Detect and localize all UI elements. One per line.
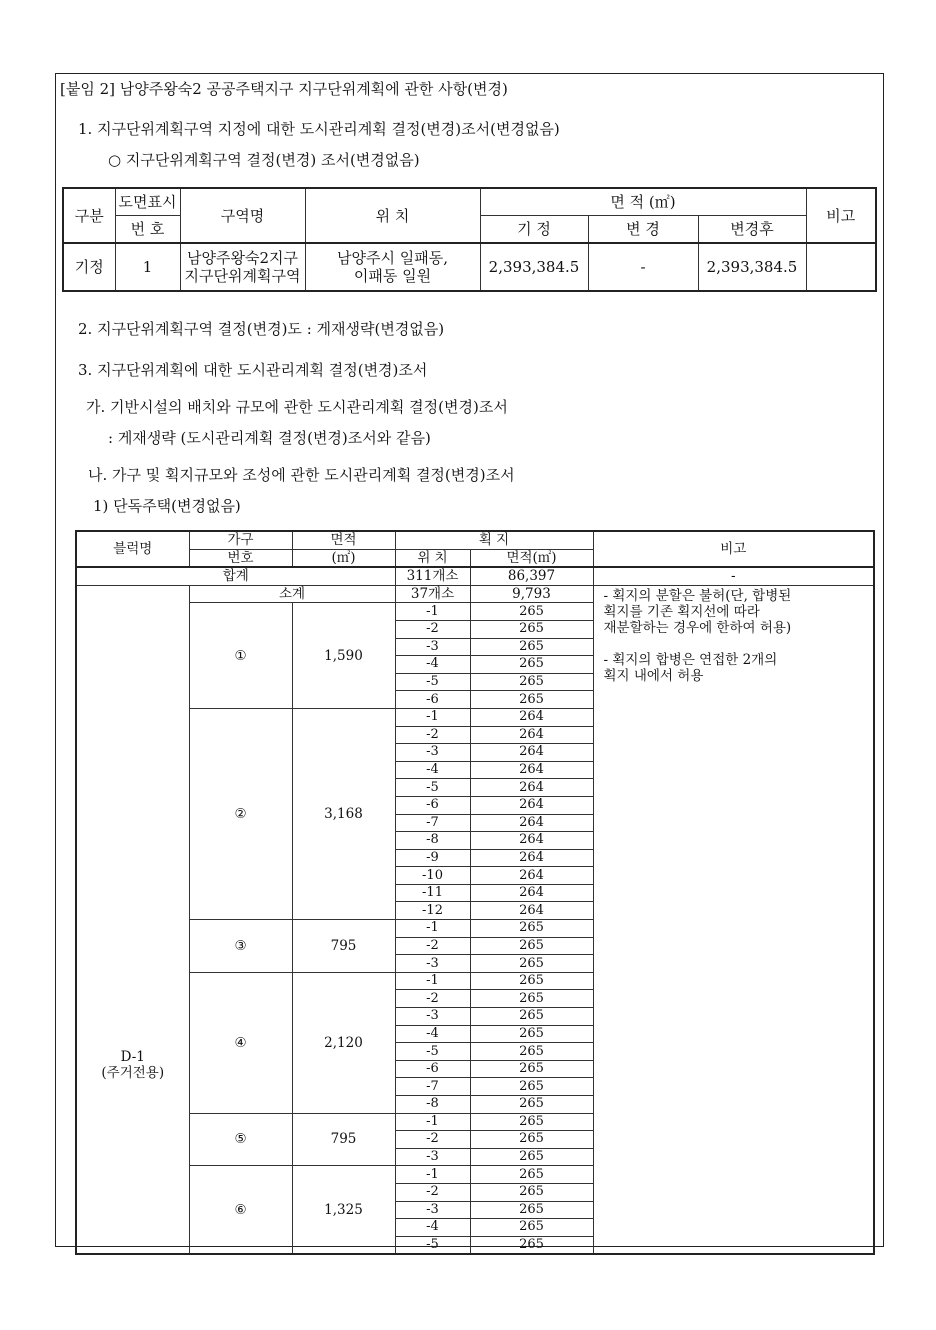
section-1-subtitle: ○ 지구단위계획구역 결정(변경) 조서(변경없음)	[108, 151, 420, 169]
lot-location: -2	[395, 1131, 470, 1149]
th-after: 변경후	[698, 215, 806, 243]
lot-location: -3	[395, 1201, 470, 1219]
block-use: (주거전용)	[101, 1064, 165, 1081]
remarks-cell: - 획지의 분할은 불허(단, 합병된 획지를 기존 획지선에 따라 재분할하는 경우에 한하여 허용) - 획지의 합병은 연접한 2개의 획지 내에서 허용	[593, 585, 874, 1254]
subtotal-row	[76, 585, 874, 603]
lot-area: 264	[470, 761, 593, 779]
lot-area: 265	[470, 1236, 593, 1254]
lot-location: -8	[395, 832, 470, 850]
section-1-title: 1. 지구단위계획구역 지정에 대한 도시관리계획 결정(변경)조서(변경없음)	[78, 120, 560, 138]
lot-area: 265	[470, 1008, 593, 1026]
gagu-area: 1,590	[292, 603, 395, 709]
district-zone-table	[62, 187, 877, 292]
cell-note	[806, 243, 876, 291]
lot-area: 264	[470, 832, 593, 850]
lot-area: 265	[470, 673, 593, 691]
lot-area: 264	[470, 779, 593, 797]
th-area-2: (㎡)	[292, 549, 395, 567]
section-3b-1-title: 1) 단독주택(변경없음)	[93, 497, 241, 515]
lot-location: -1	[395, 1113, 470, 1131]
lot-area: 264	[470, 708, 593, 726]
th-gubun: 구분	[63, 188, 115, 243]
section-3b-title: 나. 가구 및 획지규모와 조성에 관한 도시관리계획 결정(변경)조서	[88, 466, 515, 484]
cell-existing: 2,393,384.5	[480, 243, 588, 291]
lot-location: -1	[395, 920, 470, 938]
location-line-2: 이패동 일원	[353, 267, 432, 285]
lot-area: 265	[470, 920, 593, 938]
lot-area: 265	[470, 1025, 593, 1043]
gagu-number: ①	[189, 603, 292, 709]
lot-location: -4	[395, 761, 470, 779]
th-block: 블럭명	[76, 531, 189, 567]
lot-area: 265	[470, 1148, 593, 1166]
lot-area: 265	[470, 691, 593, 709]
cell-zone-name	[180, 243, 305, 291]
lot-location: -6	[395, 1060, 470, 1078]
lot-area: 264	[470, 867, 593, 885]
th-lot-location: 위 치	[395, 549, 470, 567]
th-existing: 기 정	[480, 215, 588, 243]
lot-area: 264	[470, 814, 593, 832]
gagu-number: ③	[189, 920, 292, 973]
lot-location: -2	[395, 726, 470, 744]
lot-location: -5	[395, 673, 470, 691]
subtotal-area: 9,793	[470, 585, 593, 603]
lot-location: -9	[395, 849, 470, 867]
block-name: D-1	[120, 1048, 145, 1065]
th-lot: 획 지	[395, 531, 593, 549]
lot-location: -3	[395, 1008, 470, 1026]
th-note: 비고	[806, 188, 876, 243]
lot-area: 265	[470, 656, 593, 674]
lot-location: -6	[395, 796, 470, 814]
section-3a-note: : 게재생략 (도시관리계획 결정(변경)조서와 같음)	[108, 429, 431, 447]
lot-location: -2	[395, 1183, 470, 1201]
lot-size-table	[75, 530, 875, 1255]
lot-area: 264	[470, 849, 593, 867]
lot-area: 265	[470, 1078, 593, 1096]
gagu-number: ⑥	[189, 1166, 292, 1254]
lot-location: -2	[395, 937, 470, 955]
lot-area: 264	[470, 884, 593, 902]
lot-area: 264	[470, 796, 593, 814]
gagu-area: 795	[292, 1113, 395, 1166]
lot-location: -1	[395, 972, 470, 990]
th-dobeon-1: 도면표시	[115, 188, 180, 215]
cell-gubun: 기정	[63, 243, 115, 291]
lot-area: 265	[470, 1166, 593, 1184]
lot-area: 265	[470, 972, 593, 990]
lot-area: 265	[470, 1113, 593, 1131]
th-note: 비고	[593, 531, 874, 567]
cell-location	[305, 243, 480, 291]
th-area-1: 면적	[292, 531, 395, 549]
lot-area: 264	[470, 744, 593, 762]
lot-location: -4	[395, 1219, 470, 1237]
lot-area: 265	[470, 990, 593, 1008]
th-gagu-1: 가구	[189, 531, 292, 549]
attachment-header: [붙임 2] 남양주왕숙2 공공주택지구 지구단위계획에 관한 사항(변경)	[60, 80, 508, 98]
gagu-number: ④	[189, 972, 292, 1113]
gagu-number: ②	[189, 708, 292, 919]
lot-location: -1	[395, 603, 470, 621]
th-zone-name: 구역명	[180, 188, 305, 243]
gagu-area: 3,168	[292, 708, 395, 919]
lot-area: 265	[470, 603, 593, 621]
section-3-title: 3. 지구단위계획에 대한 도시관리계획 결정(변경)조서	[78, 361, 428, 379]
lot-area: 265	[470, 1219, 593, 1237]
gagu-area: 795	[292, 920, 395, 973]
cell-change: -	[588, 243, 698, 291]
th-lot-area: 면적(㎡)	[470, 549, 593, 567]
lot-area: 265	[470, 620, 593, 638]
lot-location: -6	[395, 691, 470, 709]
th-location: 위 치	[305, 188, 480, 243]
lot-location: -8	[395, 1096, 470, 1114]
th-dobeon-2: 번 호	[115, 215, 180, 243]
location-line-1: 남양주시 일패동,	[337, 249, 448, 267]
lot-area: 265	[470, 1060, 593, 1078]
lot-location: -4	[395, 1025, 470, 1043]
section-2-title: 2. 지구단위계획구역 결정(변경)도 : 게재생략(변경없음)	[78, 320, 445, 338]
lot-location: -5	[395, 1043, 470, 1061]
lot-location: -4	[395, 656, 470, 674]
total-note: -	[593, 567, 874, 585]
subtotal-count: 37개소	[395, 585, 470, 603]
lot-location: -11	[395, 884, 470, 902]
th-change: 변 경	[588, 215, 698, 243]
section-3a-title: 가. 기반시설의 배치와 규모에 관한 도시관리계획 결정(변경)조서	[86, 398, 508, 416]
gagu-area: 2,120	[292, 972, 395, 1113]
lot-area: 265	[470, 1131, 593, 1149]
gagu-area: 1,325	[292, 1166, 395, 1254]
lot-area: 265	[470, 1183, 593, 1201]
zone-name-line-2: 지구단위계획구역	[184, 267, 301, 285]
lot-location: -5	[395, 779, 470, 797]
lot-location: -3	[395, 955, 470, 973]
lot-location: -7	[395, 814, 470, 832]
lot-location: -12	[395, 902, 470, 920]
total-row	[76, 567, 874, 585]
th-area: 면 적 (㎡)	[480, 188, 806, 215]
total-label: 합계	[76, 567, 395, 585]
lot-location: -3	[395, 1148, 470, 1166]
lot-area: 265	[470, 1201, 593, 1219]
zone-name-line-1: 남양주왕숙2지구	[187, 249, 298, 267]
lot-location: -2	[395, 990, 470, 1008]
gagu-number: ⑤	[189, 1113, 292, 1166]
lot-location: -5	[395, 1236, 470, 1254]
lot-area: 265	[470, 955, 593, 973]
total-count: 311개소	[395, 567, 470, 585]
lot-location: -10	[395, 867, 470, 885]
cell-no: 1	[115, 243, 180, 291]
cell-after: 2,393,384.5	[698, 243, 806, 291]
lot-location: -7	[395, 1078, 470, 1096]
table-row	[63, 243, 876, 291]
lot-area: 264	[470, 902, 593, 920]
lot-location: -2	[395, 620, 470, 638]
lot-location: -1	[395, 1166, 470, 1184]
th-gagu-2: 번호	[189, 549, 292, 567]
subtotal-label: 소계	[189, 585, 395, 603]
lot-area: 265	[470, 638, 593, 656]
total-area: 86,397	[470, 567, 593, 585]
lot-location: -3	[395, 744, 470, 762]
lot-area: 265	[470, 937, 593, 955]
lot-area: 265	[470, 1096, 593, 1114]
lot-area: 265	[470, 1043, 593, 1061]
block-name-cell	[76, 585, 189, 1254]
lot-location: -1	[395, 708, 470, 726]
lot-area: 264	[470, 726, 593, 744]
lot-location: -3	[395, 638, 470, 656]
